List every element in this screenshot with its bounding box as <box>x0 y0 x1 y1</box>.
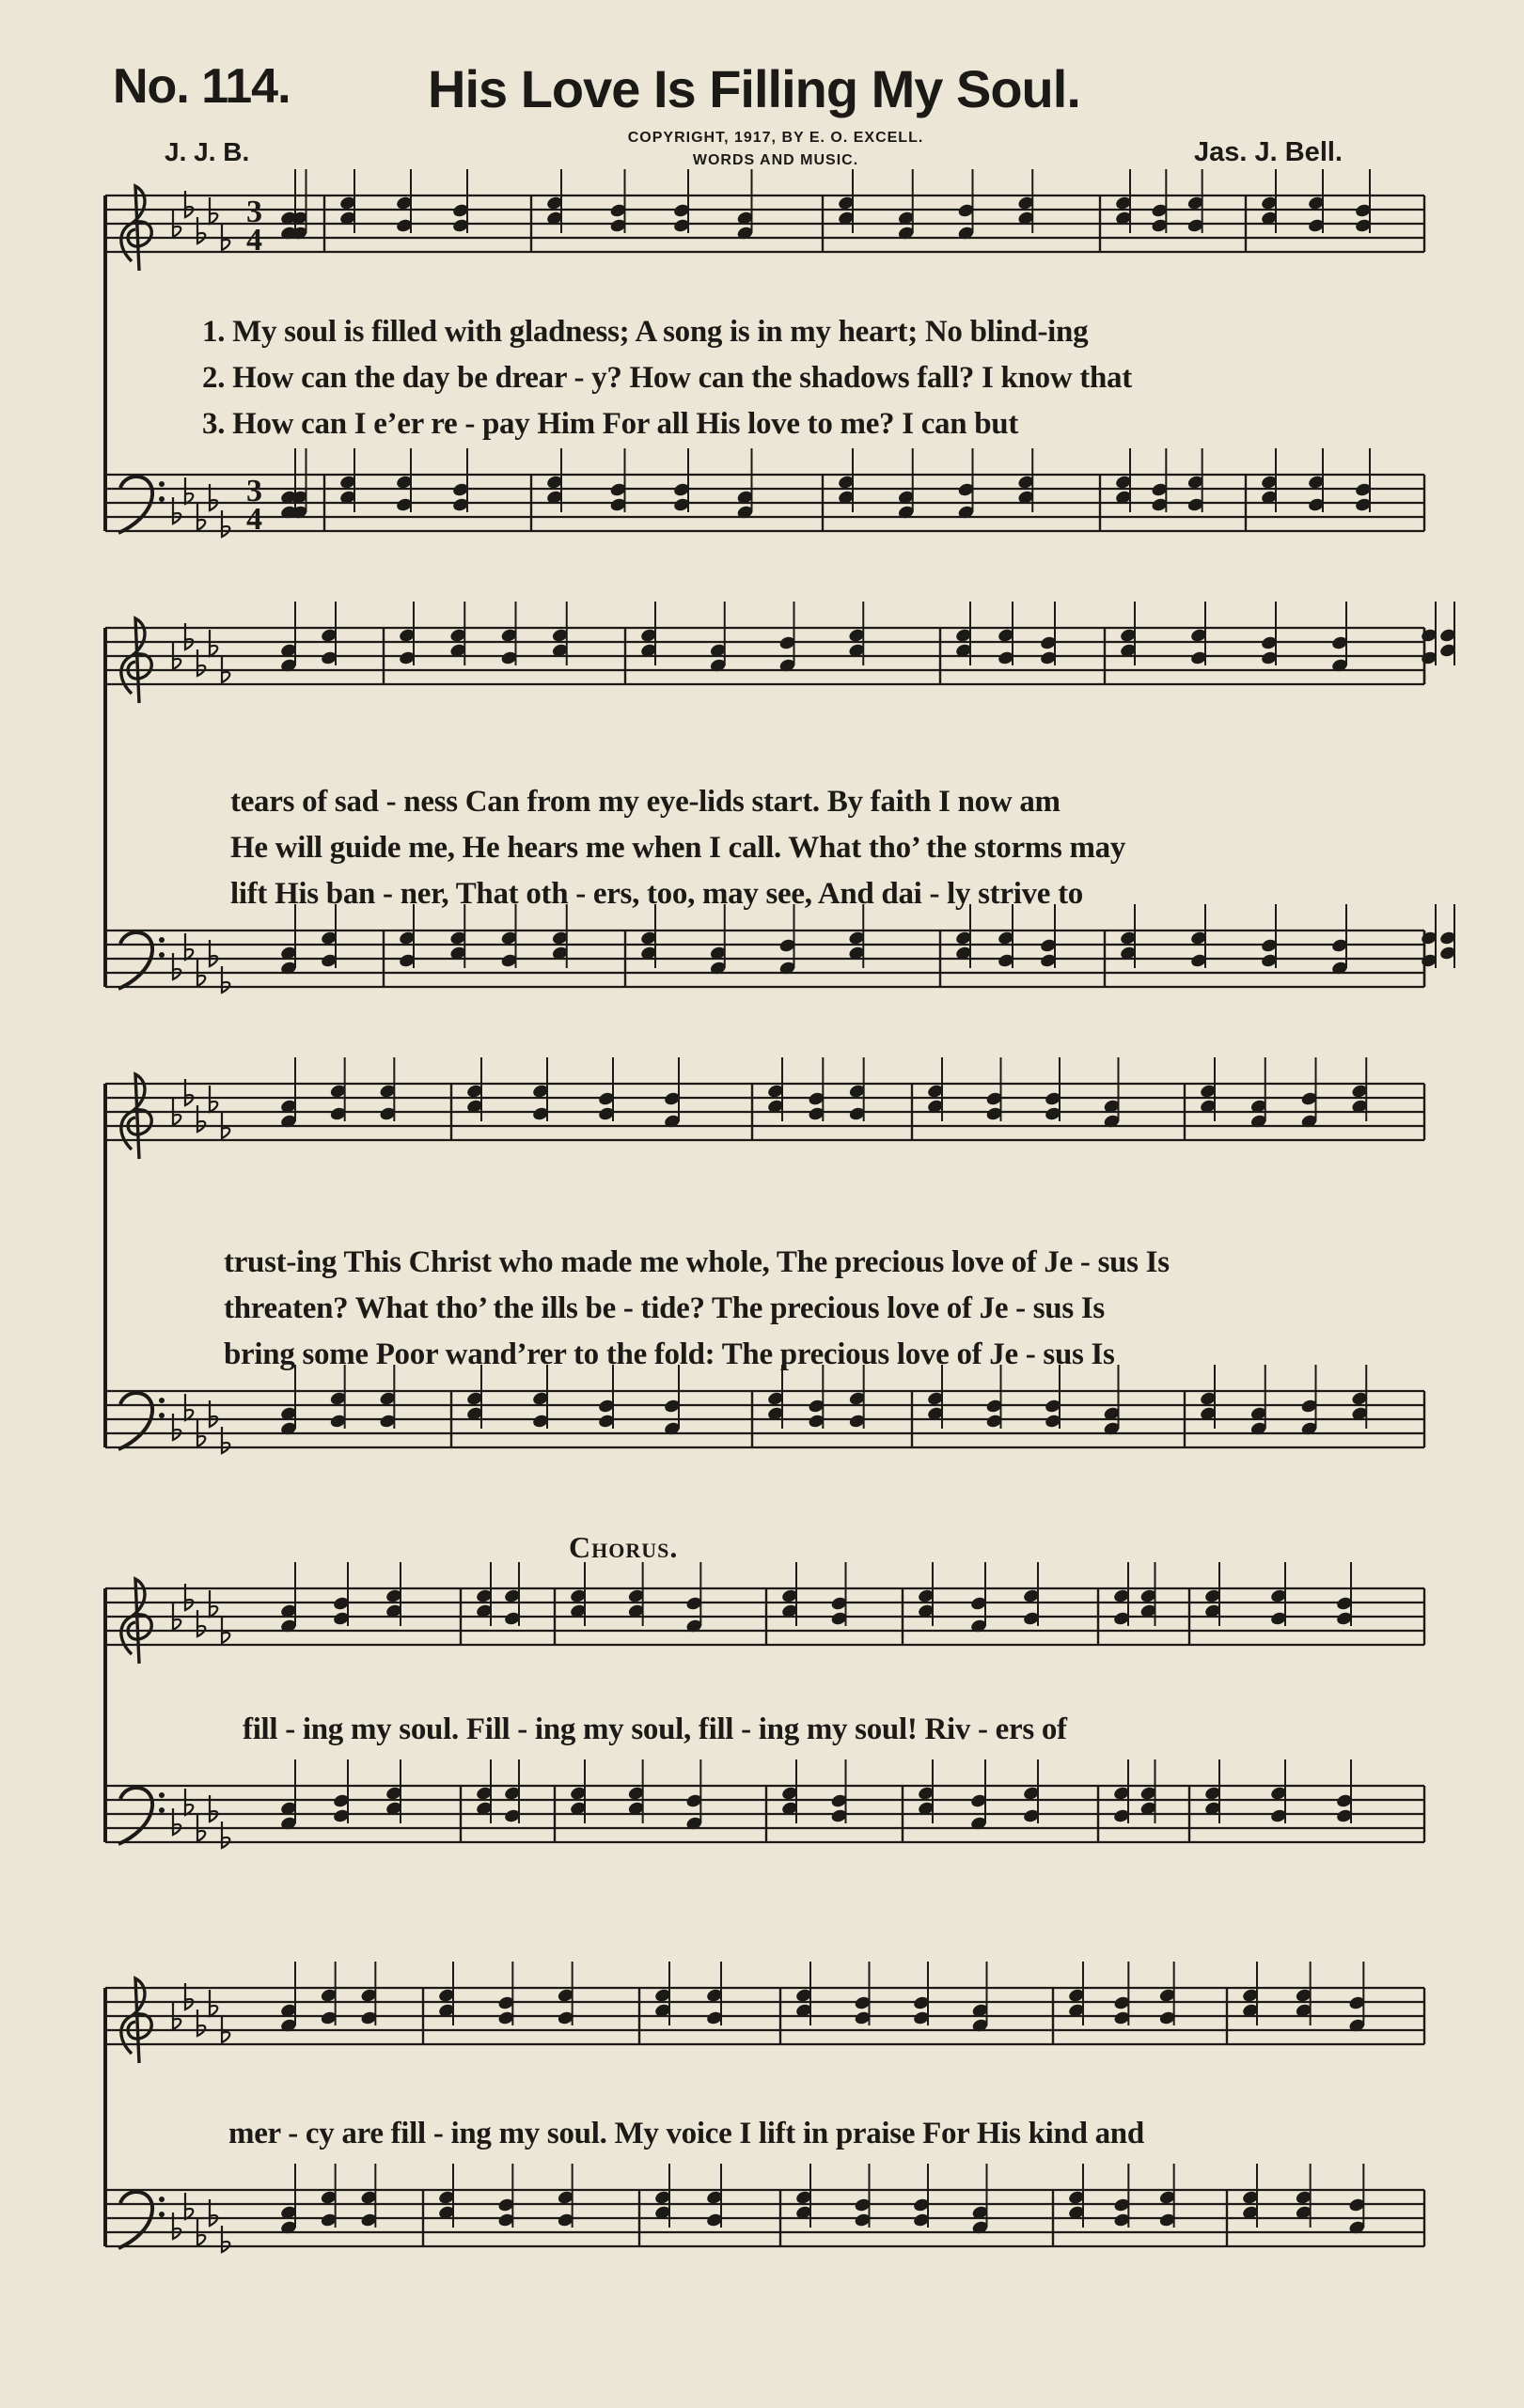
time-signature-top: 3 <box>246 474 262 508</box>
hymn-number: No. 114. <box>113 59 291 114</box>
lyricist: J. J. B. <box>165 137 250 166</box>
flat-icon <box>197 1610 205 1636</box>
lyric-line-verse-2: threaten? What tho’ the ills be - tide? The precious love of Je - sus Is <box>224 1291 1105 1325</box>
flat-icon <box>185 1789 193 1815</box>
lyric-line-chorus: fill - ing my soul. Fill - ing my soul, fill - ing my soul! Riv - ers of <box>243 1712 1067 1746</box>
lyric-line-verse-3: lift His ban - ner, That oth - ers, too, may see, And dai - ly strive to <box>230 877 1083 911</box>
lyric-line-verse-2: 2. How can the day be drear - y? How can the shadows fall? I know that <box>202 361 1132 395</box>
treble-clef-icon <box>121 1579 151 1664</box>
treble-clef-icon <box>121 1074 151 1159</box>
flat-icon <box>173 953 181 979</box>
flat-icon <box>185 1394 193 1420</box>
flat-icon <box>222 1822 229 1848</box>
lyric-line-verse-1: 1. My soul is filled with gladness; A song is in my heart; No blind-ing <box>202 315 1089 349</box>
hymn-title: His Love Is Filling My Soul. <box>428 59 1080 118</box>
composer: Jas. J. Bell. <box>1194 137 1343 167</box>
time-signature-bottom: 4 <box>246 223 262 258</box>
flat-icon <box>222 2226 229 2252</box>
lyric-line-verse-2: He will guide me, He hears me when I call. What tho’ the storms may <box>230 831 1126 865</box>
treble-clef-icon <box>121 1978 151 2063</box>
flat-icon <box>222 510 229 537</box>
copyright-words-music: WORDS AND MUSIC. <box>692 152 859 168</box>
lyric-line-chorus: mer - cy are fill - ing my soul. My voice I lift in praise For His kind and <box>228 2117 1144 2150</box>
bass-clef-icon <box>118 2192 152 2248</box>
bass-clef-icon <box>118 1393 152 1449</box>
time-signature-top: 3 <box>246 195 262 229</box>
flat-icon <box>197 217 205 243</box>
flat-icon <box>173 2213 181 2239</box>
flat-icon <box>222 1427 229 1453</box>
bass-clef-icon <box>118 932 152 989</box>
flat-icon <box>197 1105 205 1132</box>
treble-clef-icon <box>121 186 151 271</box>
flat-icon <box>173 497 181 524</box>
treble-clef-icon <box>121 618 151 703</box>
bass-clef-icon <box>118 1788 152 1844</box>
lyric-line-verse-3: bring some Poor wand’rer to the fold: The precious love of Je - sus Is <box>224 1337 1115 1371</box>
lyric-line-verse-1: tears of sad - ness Can from my eye-lids start. By faith I now am <box>230 785 1061 819</box>
flat-icon <box>185 2193 193 2219</box>
flat-icon <box>197 649 205 676</box>
copyright-line: COPYRIGHT, 1917, BY E. O. EXCELL. <box>627 130 924 146</box>
chorus-label: Chorus. <box>569 1530 679 1564</box>
flat-icon <box>185 933 193 960</box>
lyric-line-verse-1: trust-ing This Christ who made me whole, The precious love of Je - sus Is <box>224 1245 1170 1279</box>
flat-icon <box>197 2009 205 2036</box>
flat-icon <box>222 966 229 993</box>
bass-clef-icon <box>118 477 152 533</box>
time-signature-bottom: 4 <box>246 502 262 537</box>
lyric-line-verse-3: 3. How can I e’er re - pay Him For all His love to me? I can but <box>202 407 1019 441</box>
flat-icon <box>173 1808 181 1835</box>
flat-icon <box>173 1414 181 1440</box>
flat-icon <box>185 477 193 504</box>
